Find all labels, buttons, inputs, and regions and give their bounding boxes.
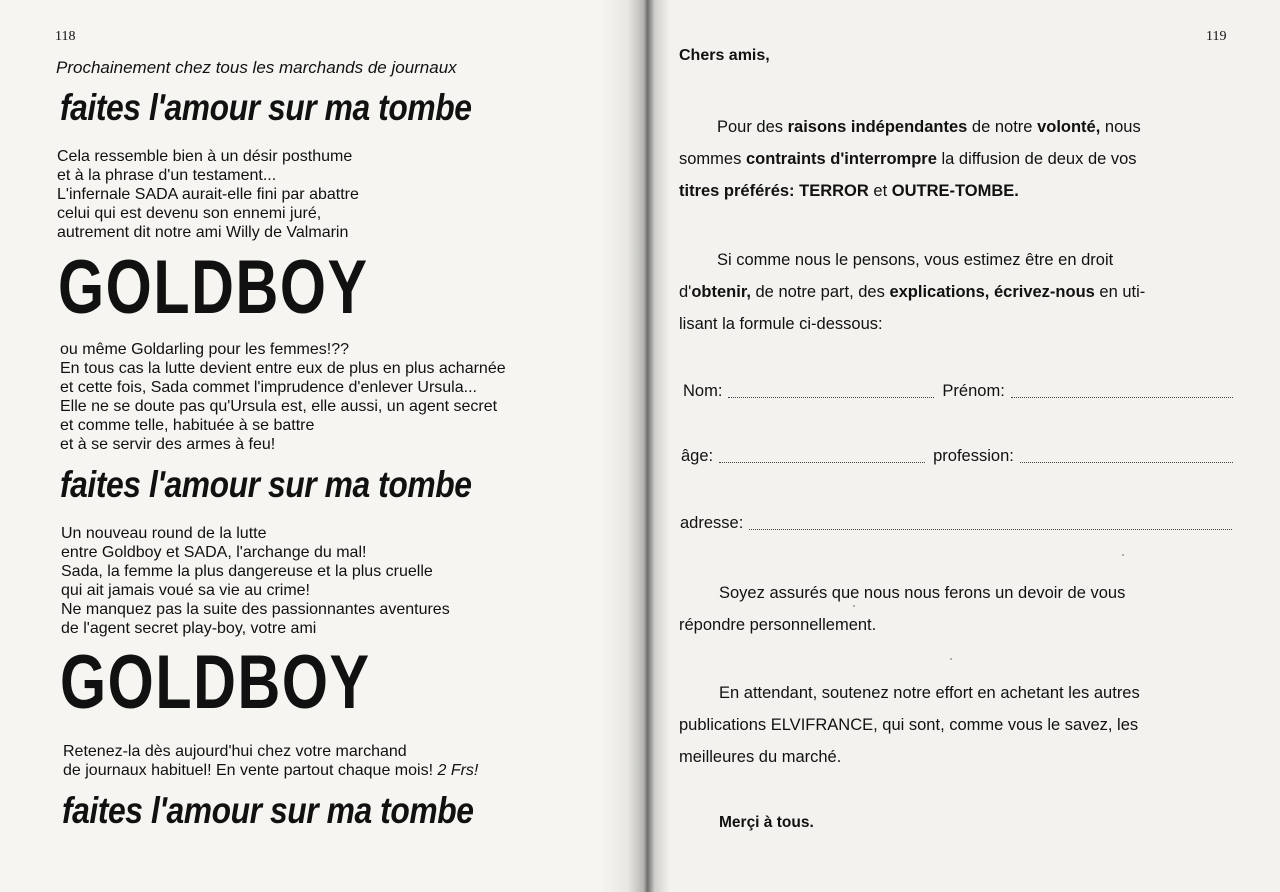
adresse-field[interactable]	[749, 528, 1232, 530]
text-fragment: d'	[679, 283, 692, 301]
text-line: L'infernale SADA aurait-elle fini par abattre	[57, 186, 359, 203]
page-number-right: 119	[1206, 29, 1227, 44]
text-line: Cela ressemble bien à un désir posthume	[57, 148, 353, 165]
text-fragment: la diffusion de deux de vos	[936, 150, 1137, 168]
text-line: et cette fois, Sada commet l'imprudence d'enlever Ursula...	[60, 379, 477, 396]
text-line: et à la phrase d'un testament...	[57, 167, 277, 184]
paper-speck	[853, 605, 855, 607]
bold-fragment: contraints d'interrompre	[745, 150, 937, 168]
age-label: âge:	[681, 447, 714, 465]
text-line: Ne manquez pas la suite des passionnantes aventures	[61, 601, 450, 618]
form-row-name	[683, 382, 1239, 401]
headline-3: faites l'amour sur ma tombe	[62, 790, 474, 831]
prenom-label: Prénom:	[942, 382, 1005, 400]
text-line: meilleures du marché.	[679, 748, 842, 766]
paragraph-1	[57, 147, 359, 242]
profession-label: profession:	[933, 447, 1014, 465]
paragraph-4	[63, 742, 478, 780]
intro-line: Prochainement chez tous les marchands de journaux	[56, 58, 457, 77]
goldboy-title-2: GOLDBOY	[60, 640, 371, 725]
text-fragment: et	[868, 182, 892, 200]
text-line	[679, 143, 1141, 175]
form-row-age	[681, 447, 1239, 466]
signoff: Merçi à tous.	[719, 814, 814, 831]
nom-label: Nom:	[683, 382, 723, 400]
text-line: et à se servir des armes à feu!	[60, 436, 276, 453]
text-line: lisant la formule ci-dessous:	[679, 315, 883, 333]
text-line: celui qui est devenu son ennemi juré,	[57, 205, 322, 222]
greeting: Chers amis,	[679, 47, 770, 64]
text-line: ou même Goldarling pour les femmes!??	[60, 341, 350, 358]
text-line: de l'agent secret play-boy, votre ami	[61, 620, 317, 637]
paragraph-1-right	[679, 111, 1141, 207]
price-tag: 2 Frs!	[437, 762, 479, 779]
text-line: qui ait jamais voué sa vie au crime!	[61, 582, 310, 599]
paragraph-3	[61, 524, 450, 638]
paragraph-2-right	[679, 244, 1145, 340]
bold-fragment: titres préférés: TERROR	[679, 182, 869, 200]
text-fragment: de journaux habituel! En vente partout chaque mois!	[63, 762, 434, 779]
text-line: Elle ne se doute pas qu'Ursula est, elle aussi, un agent secret	[60, 398, 498, 415]
text-line	[63, 761, 478, 780]
text-line: Un nouveau round de la lutte	[61, 525, 267, 542]
paper-speck	[1122, 554, 1124, 556]
text-line: et comme telle, habituée à se battre	[60, 417, 315, 434]
paper-speck	[950, 658, 952, 660]
text-fragment: sommes	[679, 150, 746, 168]
paragraph-3-right	[679, 577, 1125, 641]
adresse-label: adresse:	[680, 514, 744, 532]
text-line: Sada, la femme la plus dangereuse et la plus cruelle	[61, 563, 433, 580]
text-line: En tous cas la lutte devient entre eux de plus en plus acharnée	[60, 360, 506, 377]
text-fragment: Pour des	[717, 118, 788, 136]
text-line	[679, 111, 1141, 143]
text-line: En attendant, soutenez notre effort en achetant les autres	[719, 684, 1140, 702]
text-line: publications ELVIFRANCE, qui sont, comme vous le savez, les	[679, 716, 1139, 734]
profession-field[interactable]	[1020, 461, 1233, 463]
form-row-address	[680, 514, 1238, 533]
text-line	[679, 175, 1141, 207]
text-fragment: nous	[1100, 118, 1141, 136]
bold-fragment: volonté,	[1037, 118, 1101, 136]
headline-1: faites l'amour sur ma tombe	[60, 87, 472, 128]
nom-field[interactable]	[728, 396, 934, 398]
text-fragment: de notre part, des	[750, 283, 890, 301]
text-line: Soyez assurés que nous nous ferons un devoir de vous	[719, 584, 1126, 602]
paragraph-2	[60, 340, 506, 454]
age-field[interactable]	[719, 461, 925, 463]
goldboy-title-1: GOLDBOY	[58, 245, 369, 330]
text-line: autrement dit notre ami Willy de Valmarin	[57, 224, 349, 241]
bold-fragment: explications, écrivez-nous	[889, 283, 1095, 301]
text-line: entre Goldboy et SADA, l'archange du mal!	[61, 544, 367, 561]
headline-2: faites l'amour sur ma tombe	[60, 464, 472, 505]
page-number-left: 118	[55, 29, 76, 44]
text-line: Si comme nous le pensons, vous estimez être en droit	[717, 251, 1114, 269]
text-line: répondre personnellement.	[679, 616, 877, 634]
text-line	[679, 276, 1145, 308]
bold-fragment: raisons indépendantes	[787, 118, 968, 136]
text-line: Retenez-la dès aujourd'hui chez votre marchand	[63, 743, 407, 760]
text-fragment: en uti-	[1094, 283, 1146, 301]
prenom-field[interactable]	[1011, 396, 1233, 398]
bold-fragment: OUTRE-TOMBE.	[891, 182, 1019, 200]
text-fragment: de notre	[967, 118, 1038, 136]
bold-fragment: obtenir,	[691, 283, 751, 301]
paragraph-4-right	[679, 677, 1140, 773]
right-page	[640, 0, 1280, 892]
